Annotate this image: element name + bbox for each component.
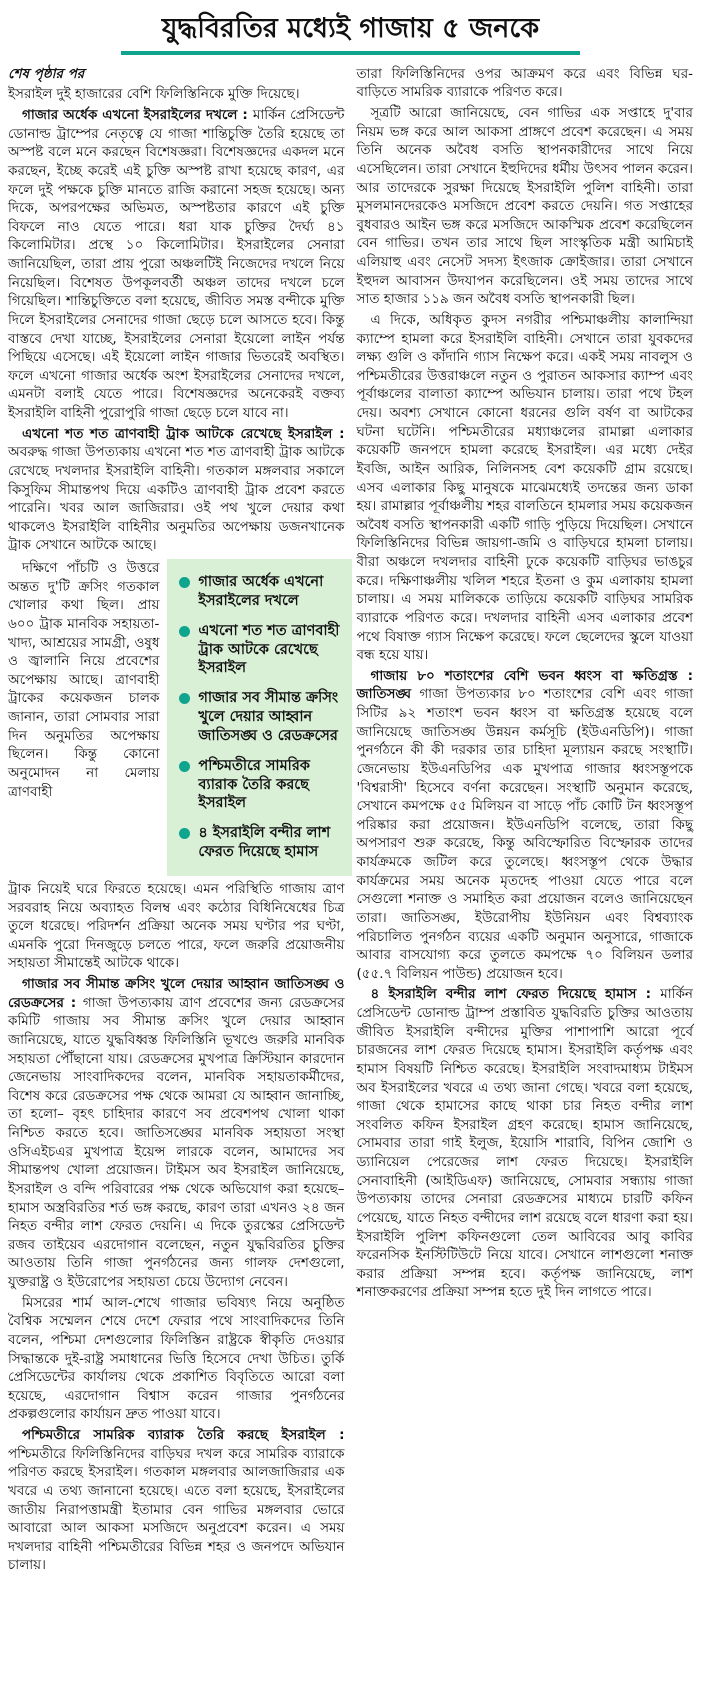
paragraph [8, 559, 159, 874]
paragraph-text: এ দিকে, অধিকৃত কুদস নগরীর পশ্চিমাঞ্চলীয় কালান্দিয়া ক্যাম্পে হামলা করে ইসরাইলি বাহিনী। সেখানে তারা যুবকদের লক্ষ্য গুলি ও কাঁদানি গ্যাস নিক্ষেপ করে। একই সময় নাবলুস ও পশ্চিমতীরের উত্তরাঞ্চলে নতুন ও পুরাতন আকসার ক্যাম্প এবং পূর্বাঞ্চলের বালাতা ক্যাম্পে অভিযান চালায়। তারা পথে টহল দেয়। অবশ্য সেখানে কোনো ধরনের গুলি বর্ষণ বা আটকের ঘটনা ঘটেনি। পশ্চিমতীরের মধ্যাঞ্চলের রামাল্লা এলাকার কয়েকটি জনপদে হামলা করেছে ইসরাইল। এর মধ্যে দেইর ইবজি, আইন আরিক, নিলিনসহ বেশ কয়েকটি গ্রাম রয়েছে। এসব এলাকার কিছু মানুষকে মাঝেমধ্যেই তদন্তের জন্য ডাকা হয়। রামাল্লার পূর্বাঞ্চলীয় শহর বালতিনে হামলার সময় কয়েকজন অবৈধ বসতি স্থাপনকারী একটি গাড়ি পুড়িয়ে দিয়েছিল। সেখানে ফিলিস্তিনিদের বিভিন্ন জায়গা-জমি ও বাড়িঘরে হামলা চালায়। বীরা অঞ্চলে দখলদার বাহিনী ঢুকে কয়েকটি বাড়িঘর ভাঙচুর করে। দক্ষিণাঞ্চলীয় খলিল শহরে ইতনা ও কুম এলাকায় হামলা চালায়। এ সময় মালিককে তাড়িয়ে কয়েকটি বাড়িঘর সামরিক ব্যারাকে পরিণত করে। দখলদার বাহিনী এসব এলাকার প্রবেশ পথে বিষাক্ত গ্যাস নিক্ষেপ করেছে। ফলে ছেলেদের স্কুলে যাওয়া বন্ধ হয়ে যায়। [356, 311, 693, 664]
bullet-text: গাজার সব সীমান্ত ক্রসিং খুলে দেয়ার আহ্বান জাতিসঙ্ঘ ও রেডক্রসের [198, 690, 339, 744]
paragraph-text: মার্কিন প্রেসিডেন্ট ডোনাল্ড ট্রাম্পের নেতৃত্বে যে গাজা শান্তিচুক্তি তৈরি হয়েছে তা অস্পষ্ট বলে মনে করছেন বিশেষজ্ঞরা। বিশেষজ্ঞদের একদল মনে করছেন, ইচ্ছে করেই এই চুক্তি অস্পষ্ট রাখা হয়েছে কারণ, এর ফলে দুই পক্ষকে চুক্তি মানতে রাজি করানো সহজ হয়েছে। অন্য দিকে, অপরপক্ষের অভিমত, অস্পষ্টতার কারণে এই চুক্তি বিফলে নাও যেতে পারে। ধরা যাক চুক্তির দৈর্ঘ্য ৪১ কিলোমিটার। প্রস্থে ১০ কিলোমিটার। ইসরাইলের সেনারা জানিয়েছিল, তারা প্রায় পুরো অঞ্চলটিই নিজেদের দখলে নিয়ে নিয়েছিল। বিশেষত উপকূলবর্তী অঞ্চল তাদের দখলে চলে গিয়েছিল। শান্তিচুক্তিতে বলা হয়েছে, জীবিত সমস্ত বন্দীকে মুক্তি দিলে ইসরাইলের সেনাদের গাজা ছেড়ে চলে আসতে হবে। কিন্তু বাস্তবে দেখা যাচ্ছে, ইসরাইলের সেনারা ইয়েলো লাইন পর্যন্ত পিছিয়ে এসেছে। এই ইয়েলো লাইন গাজার ভিতরেই অবস্থিত। ফলে এখনো গাজার অর্ধেক অংশ ইসরাইলের সেনাদের দখলে, এমনটা বলাই যেতে পারে। বিশেষজ্ঞদের অনেকেরই বক্তব্য ইসরাইলি বাহিনী পুরোপুরি গাজা ছেড়ে চলে যাবে না। [8, 107, 345, 421]
highlight-bullet-list [179, 573, 340, 862]
paragraph-text: পশ্চিমতীরে ফিলিস্তিনিদের বাড়িঘর দখল করে সামরিক ব্যারাকে পরিণত করছে ইসরাইল। গতকাল মঙ্গলবার আলজাজিরার এক খবরে এ তথ্য জানানো হয়েছে। এতে বলা হয়েছে, ইসরাইলের জাতীয় নিরাপত্তামন্ত্রী ইতামার বেন গাভির মঙ্গলবার ভোরে আবারো আল আকসা মসজিদে অনুপ্রবেশ করেন। এ সময় দখলদার বাহিনী পশ্চিমতীরের বিভিন্ন শহর ও জনপদে অভিযান চালায়। [8, 1445, 345, 1574]
paragraph-lead: গাজার অর্ধেক এখনো ইসরাইলের দখলে : [22, 107, 253, 123]
bullet-dot-icon [179, 761, 190, 772]
paragraph-lead: গাজায় ৮০ শতাংশের বেশি ভবন ধ্বংস বা ক্ষতিগ্রস্ত : জাতিসঙ্ঘ [356, 667, 693, 703]
paragraph-text: সূত্রটি আরো জানিয়েছে, বেন গাভির এক সপ্তাহে দু'বার নিয়ম ভঙ্গ করে আল আকসা প্রাঙ্গণে প্রবেশ করেছেন। এ সময় তিনি অনেক অবৈধ বসতি স্থাপনকারীদের সাথে নিয়ে এসেছিলেন। তারা সেখানে ইহুদিদের ধর্মীয় উৎসব পালন করেন। আর তাদেরকে সুরক্ষা দিয়েছে ইসরাইলি পুলিশ বাহিনী। তারা মুসলমানদেরকেও মসজিদে প্রবেশ করতে দেয়নি। গত সপ্তাহের বুধবারও আইন ভঙ্গ করে মসজিদে আকস্মিক প্রবেশ করেছিলেন বেন গাভির। তখন তার সাথে ছিল সাংস্কৃতিক মন্ত্রী আমিচাই এলিয়াহু এবং নেসেট সদস্য ইৎজাক ক্রোইজার। তারা সেখানে ইহুদল আবাসন উদযাপন করেছিলেন। ওই সময় তাদের সাথে সাত হাজার ১১৯ জন অবৈধ বসতি স্থাপনকারী ছিল। [356, 105, 693, 308]
paragraph [8, 106, 345, 423]
bullet-text: গাজার অর্ধেক এখনো ইসরাইলের দখলে [198, 574, 324, 609]
paragraph [357, 104, 694, 309]
paragraph-text: ইসরাইল দুই হাজারের বেশি ফিলিস্তিনিকে মুক্তি দিয়েছে। [8, 86, 300, 103]
bullet-item [179, 757, 340, 814]
continuation-note: শেষ পৃষ্ঠার পর [8, 65, 85, 82]
paragraph [8, 425, 345, 555]
right-column [357, 65, 694, 1304]
bullet-item [179, 573, 340, 611]
article-header [8, 8, 693, 55]
paragraph [8, 85, 345, 104]
bullet-text: পশ্চিমতীরে সামরিক ব্যারাক তৈরি করছে ইসরাইল [198, 757, 310, 812]
paragraph [8, 880, 345, 973]
paragraph-text: মিসরের শার্ম আল-শেখে গাজার ভবিষ্যৎ নিয়ে অনুষ্ঠিত বৈশ্বিক সম্মেলন শেষে দেশে ফেরার পথে সাংবাদিকদের তিনি বলেন, পশ্চিমা দেশগুলোর ফিলিস্তিন রাষ্ট্রকে স্বীকৃতি দেওয়ার সিদ্ধান্তকে দুই-রাষ্ট্র সমাধানের ভিত্তি হিসেবে দেখা উচিত। তুর্কি প্রেসিডেন্টের কার্যালয় থেকে প্রকাশিত বিবৃতিতে আরো বলা হয়েছে, এরদোগান বিশ্বাস করেন গাজার পুনর্গঠনের প্রকল্পগুলোর কার্যায়ন দ্রুত পাওয়া যাবে। [8, 1294, 345, 1423]
paragraph-text: গাজা উপত্যকার ৮০ শতাংশের বেশি এবং গাজা সিটির ৯২ শতাংশ ভবন ধ্বংস বা ক্ষতিগ্রস্ত হয়েছে বলে জানিয়েছে জাতিসঙ্ঘ উন্নয়ন কর্মসূচি (ইউএনডিপি)। গাজা পুনর্গঠনে কী কী দরকার তার চাহিদা মূল্যায়ন করছে সংস্থাটি। জেনেভায় ইউএনডিপির এক মুখপাত্র গাজার ধ্বংসস্তূপকে 'বিশ্বরাসী' হিসেবে বর্ণনা করেছেন। সংস্থাটি অনুমান করেছে, সেখানে কমপক্ষে ৫৫ মিলিয়ন বা সাড়ে পাঁচ কোটি টন ধ্বংসস্তূপ পরিষ্কার করা প্রয়োজন। ইউএনডিপি বলেছে, তারা কিছু অপসারণ শুরু করেছে, কিন্তু অবিস্ফোরিত বিস্ফোরক তাদের কার্যক্রমকে জটিল করে তুলেছে। ধ্বংসস্তূপ থেকে উদ্ধার কার্যক্রমের সময় অনেক মৃতদেহ পাওয়া যেতে পারে বলে সেগুলো শনাক্ত ও সমাহিত করা প্রয়োজন বলেও জানিয়েছেন তারা। জাতিসঙ্ঘ, ইউরোপীয় ইউনিয়ন এবং বিশ্বব্যাংক পরিচালিত পুনর্গঠন ব্যয়ের একটি অনুমান অনুসারে, গাজাকে আবার বাসযোগ্য করে তুলতে কমপক্ষে ৭০ বিলিয়ন ডলার (৫৫.৭ বিলিয়ন পাউন্ড) প্রয়োজন হবে। [356, 686, 694, 982]
bullet-item [179, 824, 340, 862]
paragraph-text: দক্ষিণে পাঁচটি ও উত্তরে অন্তত দু'টি ক্রসিং গতকাল খোলার কথা ছিল। প্রায় ৬০০ ট্রাক মানবিক সহায়তা- খাদ্য, আশ্রয়ের সামগ্রী, ওষুধ ও জ্বালানি নিয়ে প্রবেশের অপেক্ষায় আছে। ত্রাণবাহী ট্রাকের কয়েকজন চালক জানান, তারা সোমবার সারা দিন অনুমতির অপেক্ষায় ছিলেন। কিন্তু কোনো অনুমোদন না মেলায় ত্রাণবাহী [8, 560, 160, 800]
paragraph-lead: এখনো শত শত ত্রাণবাহী ট্রাক আটকে রেখেছে ইসরাইল : [22, 425, 345, 442]
bullet-dot-icon [179, 828, 190, 839]
paragraph-lead: ৪ ইসরাইলি বন্দীর লাশ ফেরত দিয়েছে হামাস : [370, 986, 661, 1003]
paragraph [357, 311, 694, 665]
bullet-dot-icon [179, 577, 190, 588]
paragraph [357, 985, 694, 1302]
wrap-row [8, 559, 345, 876]
paragraph-text: অবরুদ্ধ গাজা উপত্যকায় এখনো শত শত ত্রাণবাহী ট্রাক আটকে রেখেছে দখলদার ইসরাইলি বাহিনী। গতকাল মঙ্গলবার সকালে কিসুফিম সীমান্তপথ দিয়ে একটিও ত্রাণবাহী ট্রাক প্রবেশ করতে পারেনি। খবর আল জাজিরার। ওই পথ খুলে দেয়ার কথা থাকলেও ইসরাইলি বাহিনীর অনুমতির অপেক্ষায় ডজনখানেক ট্রাক সেখানে আটকে আছে। [8, 444, 345, 554]
bullet-text: এখনো শত শত ত্রাণবাহী ট্রাক আটকে রেখেছে ইসরাইল [198, 622, 340, 677]
paragraph [357, 667, 694, 984]
bullet-dot-icon [179, 626, 190, 637]
paragraph-text: মার্কিন প্রেসিডেন্ট ডোনাল্ড ট্রাম্প প্রস্তাবিত যুদ্ধবিরতি চুক্তির আওতায় জীবিত ইসরাইলি বন্দীদের মুক্তির পাশাপাশি আরো পূর্বে চারজনের লাশ ফেরত দিয়েছে হামাস। ইসরাইলি কর্তৃপক্ষ এবং হামাস বিষয়টি নিশ্চিত করেছে। ইসরাইলি সংবাদমাধ্যম টাইমস অব ইসরাইলের খবরে এ তথ্য জানা গেছে। খবরে বলা হয়েছে, গাজা থেকে হামাসের কাছে থাকা চার নিহত বন্দীর লাশ সংবলিত কফিন ইসরাইল গ্রহণ করেছে। হামাস জানিয়েছে, সোমবার তারা গাই ইলুজ, ইয়োসি শারাবি, বিপিন জোশি ও ড্যানিয়েল পেরেজের লাশ ফেরত দিয়েছে। ইসরাইলি সেনাবাহিনী (আইডিএফ) জানিয়েছে, সোমবার সন্ধ্যায় গাজা উপত্যকায় তাদের সেনারা রেডক্রসের মাধ্যমে চারটি কফিন পেয়েছে, যাতে নিহত বন্দীদের লাশ রয়েছে বলে ধারণা করা হয়। ইসরাইলি পুলিশ কফিনগুলো তেল আবিবের আবু কাবির ফরেনসিক ইনস্টিটিউটে নিয়ে যাবে। সেখানে লাশগুলো শনাক্ত করার প্রক্রিয়া সম্পন্ন হবে। কর্তৃপক্ষ জানিয়েছে, লাশ শনাক্তকরণের প্রক্রিয়া সম্পন্ন হতে দুই দিন লাগতে পারে। [356, 986, 693, 1301]
left-column [8, 65, 345, 1577]
paragraph-text: তারা ফিলিস্তিনিদের ওপর আক্রমণ করে এবং বিভিন্ন ঘর-বাড়িতে সামরিক ব্যারাকে পরিণত করে। [356, 65, 693, 101]
bullet-item [179, 622, 340, 679]
paragraph [8, 1294, 345, 1424]
bullet-item [179, 689, 340, 746]
bullet-dot-icon [179, 693, 190, 704]
paragraph [8, 1426, 345, 1575]
title-underline [121, 51, 580, 55]
bullet-text: ৪ ইসরাইলি বন্দীর লাশ ফেরত দিয়েছে হামাস [198, 825, 331, 861]
paragraph [8, 975, 345, 1292]
paragraph-text: গাজা উপত্যকায় ত্রাণ প্রবেশের জন্য রেডক্রসের কমিটি গাজায় সব সীমান্ত ক্রসিং খুলে দেয়ার আহ্বান জানিয়েছে, যাতে যুদ্ধবিধ্বস্ত ফিলিস্তিনি ভূখণ্ডে জরুরি মানবিক সহায়তা পৌঁছানো যায়। রেডক্রসের মুখপাত্র ক্রিস্টিয়ান কারদোন জেনেভায় সাংবাদিকদের বলেন, মানবিক সহায়তাকর্মীদের, বিশেষ করে রেডক্রসের পক্ষ থেকে আমরা যে আহ্বান জানাচ্ছি, তা হলো– বৃহৎ চাহিদার কারণে সব প্রবেশপথ খোলা থাকা নিশ্চিত করতে হবে। জাতিসঙ্ঘের মানবিক সহায়তা সংস্থা ওসিএইচএর মুখপাত্র ইয়েন্স লারকে বলেন, আমাদের সব সীমান্তপথ খোলা প্রয়োজন। টাইমস অব ইসরাইল জানিয়েছে, ইসরাইল ও বন্দি পরিবারের পক্ষ থেকে অভিযোগ করা হয়েছে–হামাস অস্ত্রবিরতির শর্ত ভঙ্গ করছে, কারণ তারা এখনও ২৪ জন নিহত বন্দীর লাশ ফেরত দেয়নি। এ দিকে তুরস্কের প্রেসিডেন্ট রজব তাইয়েব এরদোগান বলেছেন, নতুন যুদ্ধবিরতির চুক্তির আওতায় তিনি গাজা পুনর্গঠনের জন্য গালফ দেশগুলো, যুক্তরাষ্ট্র ও ইউরোপের সহায়তা চেয়ে উদ্যোগ নেবেন। [8, 994, 345, 1291]
paragraph [357, 65, 694, 102]
page-title: যুদ্ধবিরতির মধ্যেই গাজায় ৫ জনকে [161, 13, 540, 44]
paragraph-lead: পশ্চিমতীরে সামরিক ব্যারাক তৈরি করছে ইসরাইল : [22, 1427, 345, 1444]
paragraph-lead: গাজার সব সীমান্ত ক্রসিং খুলে দেয়ার আহ্বান জাতিসঙ্ঘ ও রেডক্রসের : [8, 976, 345, 1011]
highlight-box [167, 559, 352, 876]
article-body [8, 65, 693, 1577]
paragraph-text: ট্রাক নিয়েই ঘরে ফিরতে হয়েছে। এমন পরিস্থিতি গাজায় ত্রাণ সরবরাহ নিয়ে অব্যাহত বিলম্ব এবং কঠোর বিধিনিষেধের চিত্র তুলে ধরেছে। পরিদর্শন প্রক্রিয়া অনেক সময় ঘণ্টার পর ঘণ্টা, এমনকি পুরো দিনজুড়ে চলতে পারে, ফলে জরুরি প্রয়োজনীয় সহায়তা সীমান্তেই আটকে থাকে। [8, 880, 345, 972]
